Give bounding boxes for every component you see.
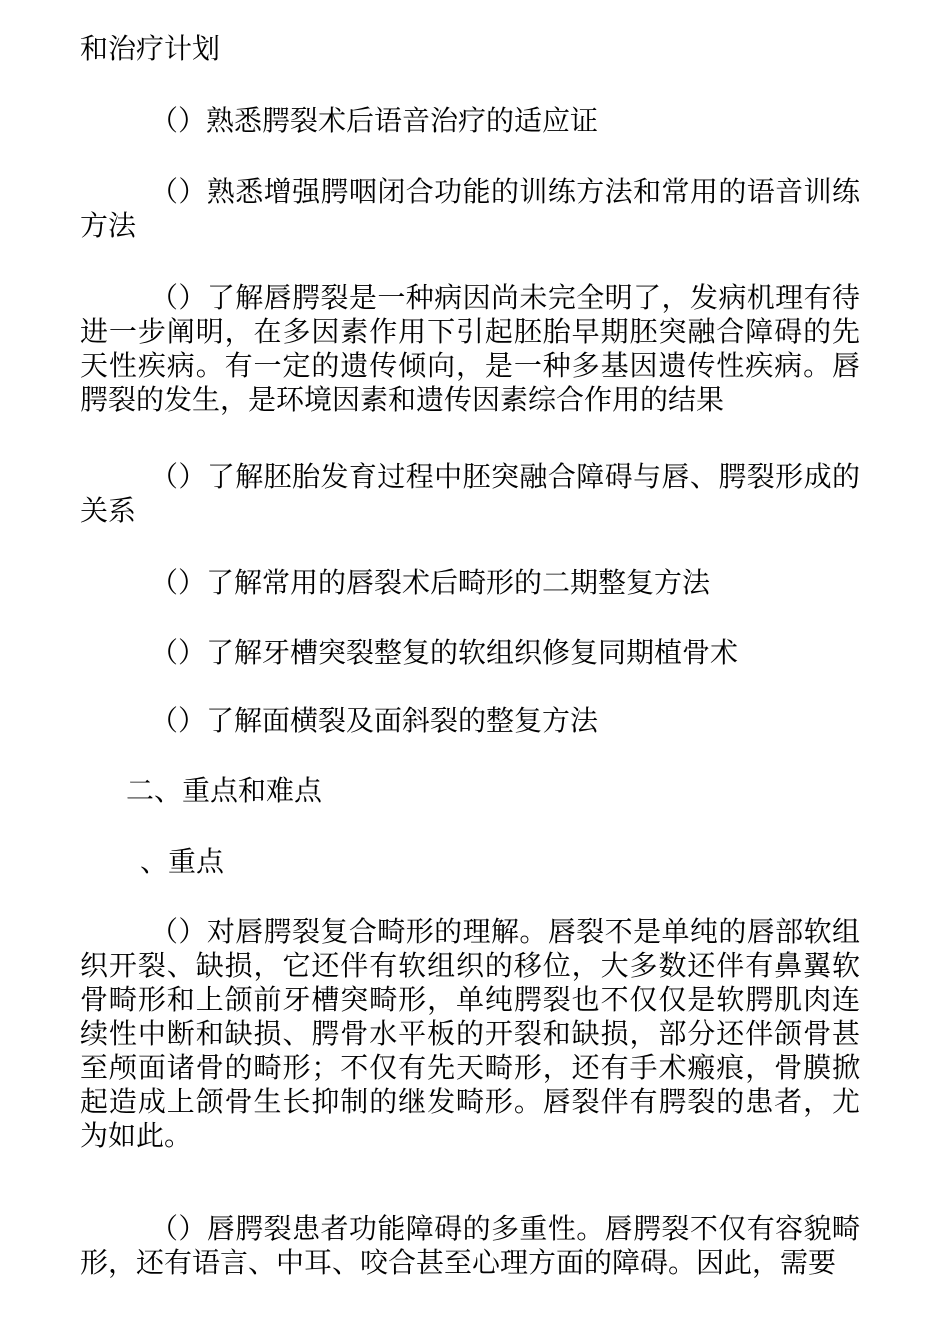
paragraph-continuation: 和治疗计划 (80, 32, 221, 65)
paragraph-item: （）了解牙槽突裂整复的软组织修复同期植骨术 (150, 636, 739, 669)
paragraph-item: （）熟悉腭裂术后语音治疗的适应证 (150, 104, 599, 137)
paragraph-item: （）对唇腭裂复合畸形的理解。唇裂不是单纯的唇部软组织开裂、缺损，它还伴有软组织的移位，大多数还伴有鼻翼软骨畸形和上颌前牙槽突畸形，单纯腭裂也不仅仅是软腭肌肉连续性中断和缺损、腭骨水平板的开裂和缺损，部分还伴颌骨甚至颅面诸骨的畸形；不仅有先天畸形，还有手术瘢痕，骨膜掀起造成上颌骨生长抑制的继发畸形。唇裂伴有腭裂的患者，尤为如此。 (80, 915, 860, 1152)
paragraph-item: （）熟悉增强腭咽闭合功能的训练方法和常用的语音训练方法 (80, 175, 860, 242)
paragraph-item: （）了解常用的唇裂术后畸形的二期整复方法 (150, 566, 711, 599)
section-heading: 二、重点和难点 (126, 774, 323, 807)
paragraph-item: （）了解面横裂及面斜裂的整复方法 (150, 704, 599, 737)
paragraph-item: （）了解胚胎发育过程中胚突融合障碍与唇、腭裂形成的关系 (80, 460, 860, 527)
paragraph-item: （）了解唇腭裂是一种病因尚未完全明了，发病机理有待进一步阐明，在多因素作用下引起胚胎早期胚突融合障碍的先天性疾病。有一定的遗传倾向，是一种多基因遗传性疾病。唇腭裂的发生，是环境因素和遗传因素综合作用的结果 (80, 281, 860, 416)
sub-heading: 、重点 (140, 845, 225, 878)
paragraph-item: （）唇腭裂患者功能障碍的多重性。唇腭裂不仅有容貌畸形，还有语言、中耳、咬合甚至心理方面的障碍。因此，需要 (80, 1212, 860, 1279)
